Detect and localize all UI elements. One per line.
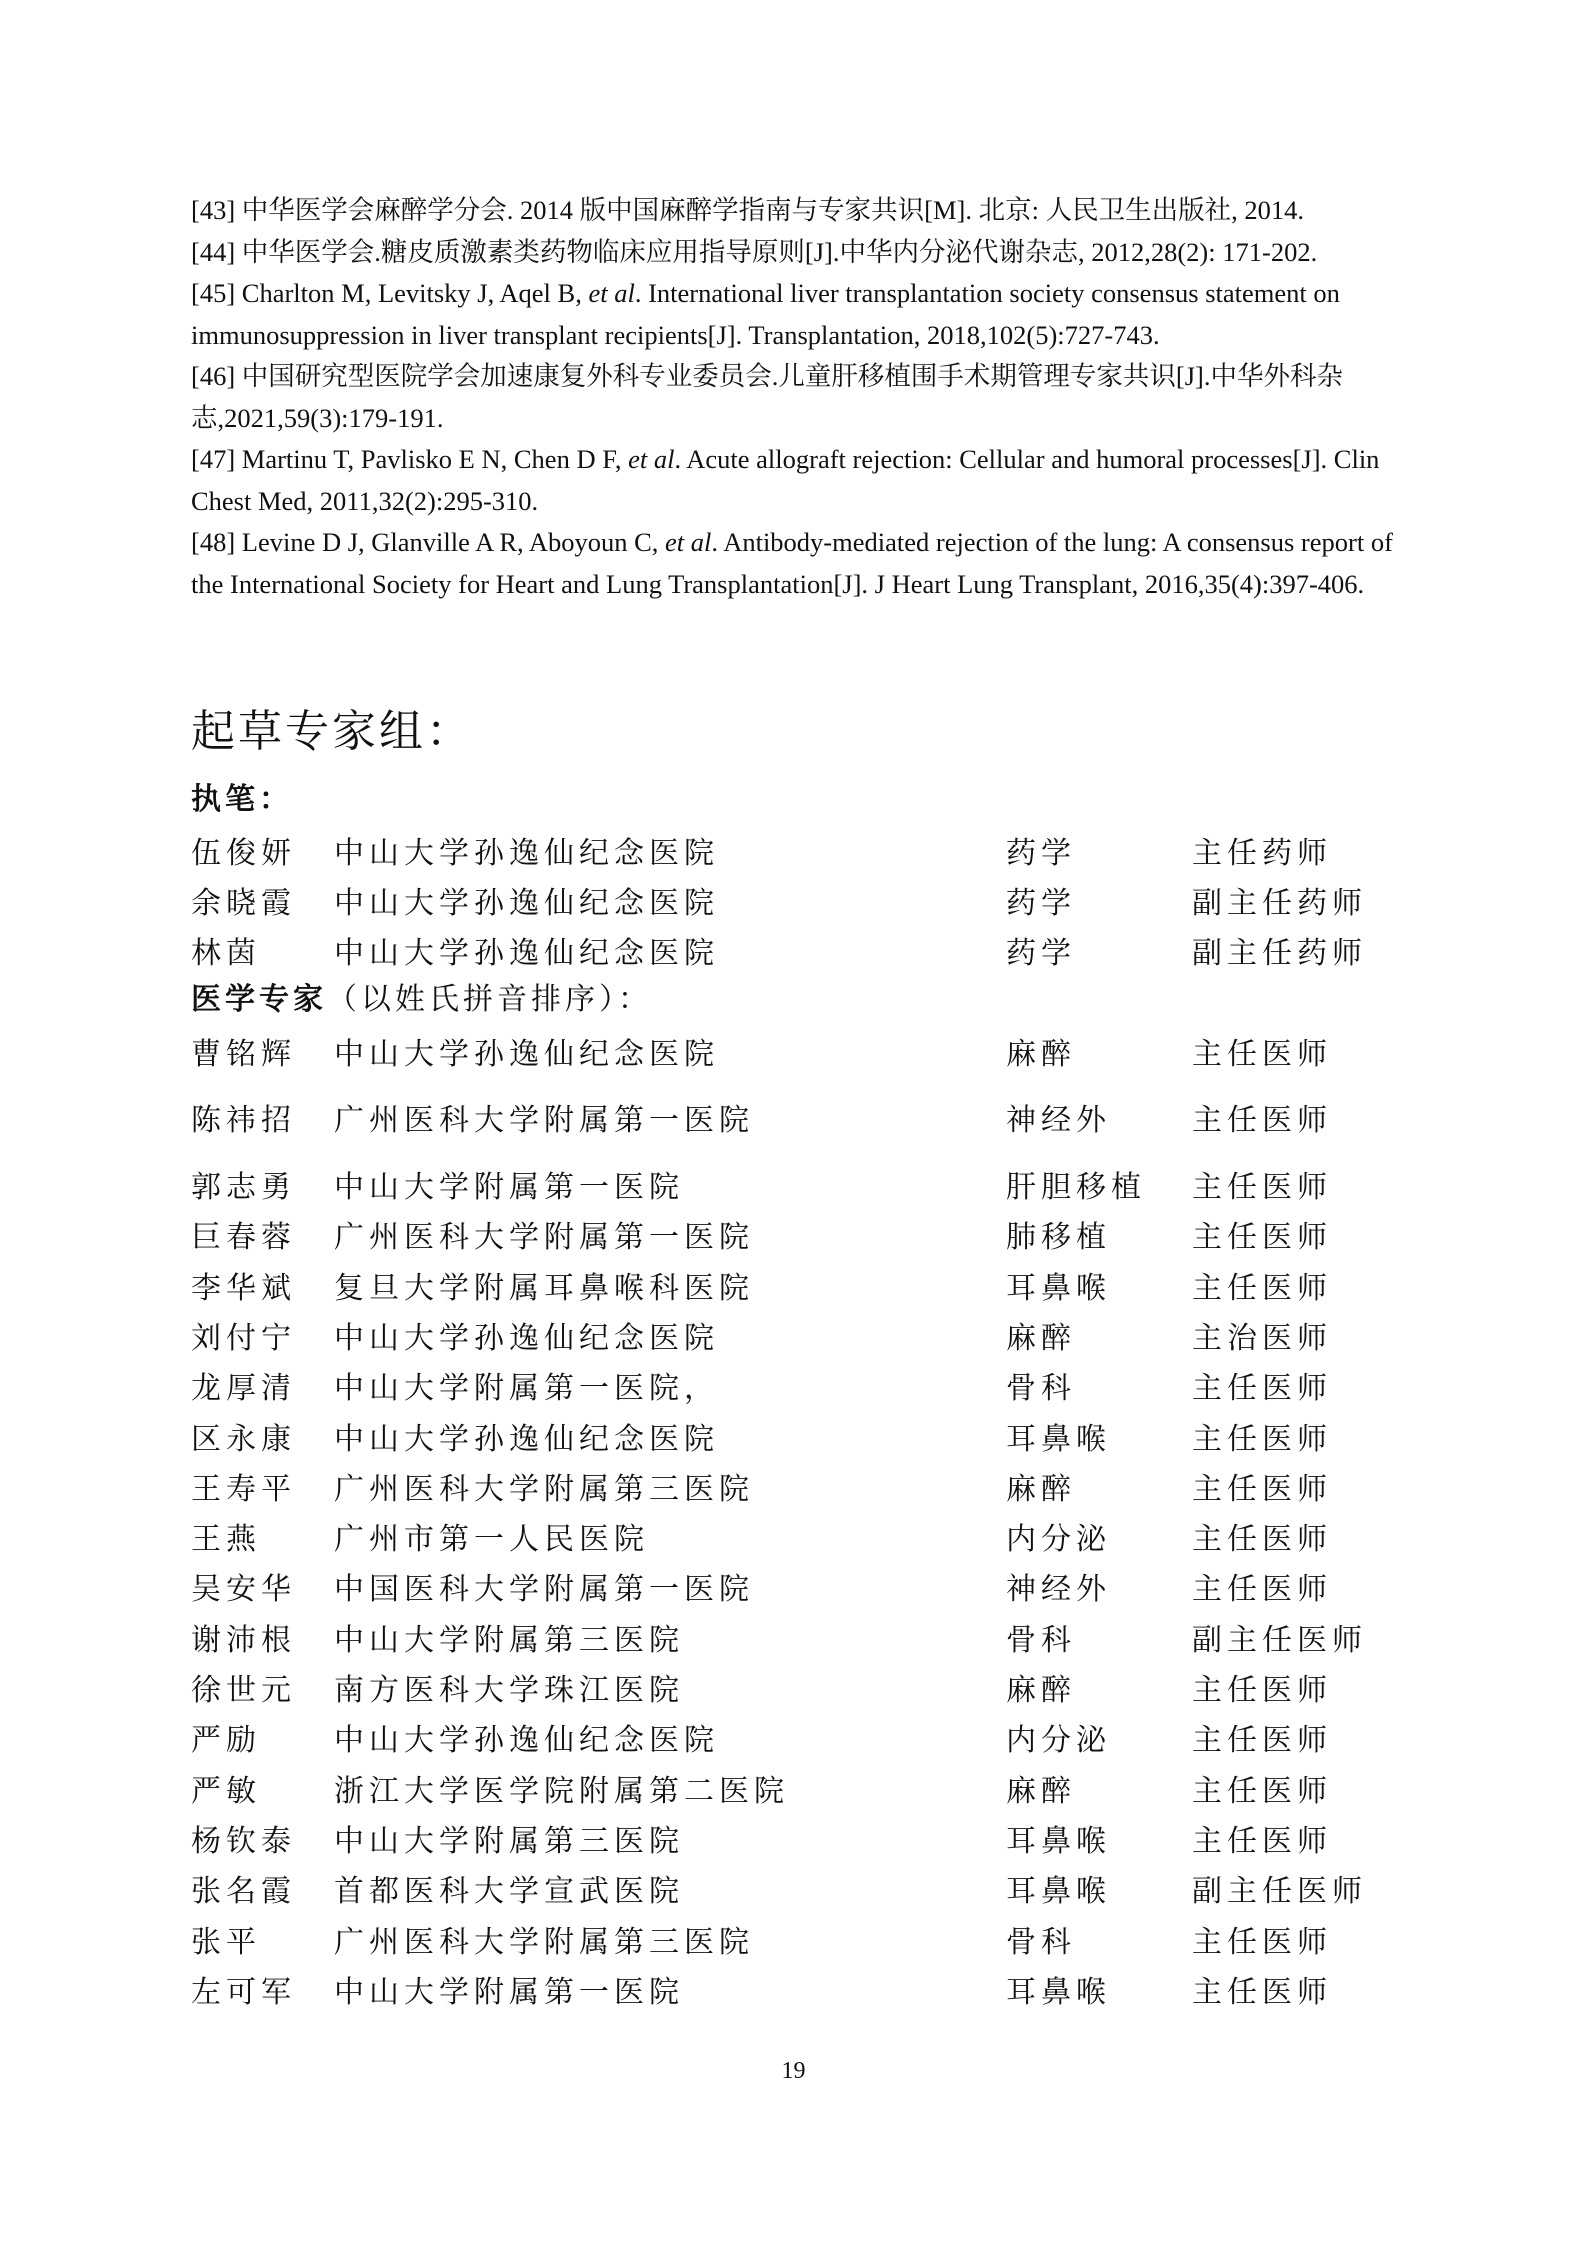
member-row: [0, 1518, 1587, 1562]
member-name: 谢沛根: [191, 1622, 296, 1658]
member-name: 陈祎招: [191, 1103, 296, 1138]
member-row: [0, 932, 1587, 976]
member-title: 副主任药师: [1192, 886, 1367, 921]
member-name: 伍俊妍: [191, 836, 296, 871]
member-name: 张名霞: [191, 1874, 296, 1910]
member-institution: 首都医科大学宣武医院: [334, 1874, 684, 1910]
member-department: 耳鼻喉: [1006, 1421, 1111, 1457]
member-row: [0, 1099, 1587, 1143]
member-title: 主任医师: [1192, 1421, 1332, 1457]
member-title: 主任医师: [1192, 1371, 1332, 1407]
member-row: [0, 1166, 1587, 1210]
member-title: 副主任医师: [1192, 1622, 1367, 1658]
member-name: 林茵: [191, 936, 261, 971]
member-institution: 中山大学孙逸仙纪念医院: [334, 836, 719, 871]
member-department: 耳鼻喉: [1006, 1823, 1111, 1859]
member-title: 主任医师: [1192, 1924, 1332, 1960]
member-row: [0, 1719, 1587, 1763]
member-row: [0, 1921, 1587, 1965]
member-title: 主任医师: [1192, 1471, 1332, 1507]
member-row: [0, 1870, 1587, 1914]
member-row: [0, 1317, 1587, 1361]
reference-item: [48] Levine D J, Glanville A R, Aboyoun C, et al. Antibody-mediated rejection of the lung: A consensus report of the International Society for Heart and Lung Transplantation[J]. J Heart Lung Transplant, 2016,35(4):397-406.: [191, 527, 1393, 599]
member-name: 王燕: [191, 1522, 261, 1558]
experts-label: 医学专家: [191, 982, 327, 1017]
member-name: 巨春蓉: [191, 1220, 296, 1256]
member-department: 神经外: [1006, 1103, 1111, 1138]
member-department: 神经外: [1006, 1572, 1111, 1608]
member-row: [0, 1619, 1587, 1663]
member-department: 麻醉: [1006, 1320, 1076, 1356]
member-row: [0, 1033, 1587, 1077]
member-row: [0, 1367, 1587, 1411]
experts-note: （以姓氏拼音排序）：: [327, 982, 652, 1017]
member-institution: 浙江大学医学院附属第二医院: [334, 1773, 789, 1809]
member-department: 骨科: [1006, 1924, 1076, 1960]
member-title: 主任医师: [1192, 1037, 1332, 1072]
member-institution: 中山大学孙逸仙纪念医院: [334, 886, 719, 921]
member-name: 刘付宁: [191, 1320, 296, 1356]
member-title: 主任医师: [1192, 1773, 1332, 1809]
member-row: [0, 1669, 1587, 1713]
member-name: 吴安华: [191, 1572, 296, 1608]
member-row: [0, 1770, 1587, 1814]
member-department: 内分泌: [1006, 1723, 1111, 1759]
member-title: 主任医师: [1192, 1220, 1332, 1256]
member-institution: 中山大学附属第三医院: [334, 1823, 684, 1859]
member-institution: 广州医科大学附属第一医院: [334, 1103, 754, 1138]
member-institution: 中山大学附属第一医院: [334, 1974, 684, 2010]
section-title: 起草专家组：: [191, 706, 473, 757]
member-title: 副主任药师: [1192, 936, 1367, 971]
member-title: 主任医师: [1192, 1522, 1332, 1558]
member-department: 麻醉: [1006, 1673, 1076, 1708]
member-row: [0, 1468, 1587, 1512]
member-institution: 广州市第一人民医院: [334, 1522, 649, 1558]
member-department: 麻醉: [1006, 1471, 1076, 1507]
member-department: 内分泌: [1006, 1522, 1111, 1558]
page-number: 19: [781, 2058, 806, 2084]
member-name: 曹铭辉: [191, 1037, 296, 1072]
member-title: 主任医师: [1192, 1103, 1332, 1138]
reference-item: [46] 中国研究型医院学会加速康复外科专业委员会.儿童肝移植围手术期管理专家共识[J].中华外科杂志,2021,59(3):179-191.: [191, 361, 1343, 433]
member-department: 耳鼻喉: [1006, 1270, 1111, 1306]
member-name: 郭志勇: [191, 1170, 296, 1205]
member-title: 主任医师: [1192, 1673, 1332, 1708]
reference-item: [45] Charlton M, Levitsky J, Aqel B, et al. International liver transplantation society consensus statement on immunosuppression in liver transplant recipients[J]. Transplantation, 2018,102(5):727-743.: [191, 278, 1340, 350]
member-title: 主任医师: [1192, 1974, 1332, 2010]
member-institution: 中山大学附属第三医院: [334, 1622, 684, 1658]
member-title: 主治医师: [1192, 1320, 1332, 1356]
member-department: 药学: [1006, 836, 1076, 871]
member-department: 骨科: [1006, 1371, 1076, 1407]
member-institution: 中山大学附属第一医院: [334, 1170, 684, 1205]
member-row: [0, 1568, 1587, 1612]
member-title: 主任药师: [1192, 836, 1332, 871]
member-name: 严励: [191, 1723, 261, 1759]
member-title: 主任医师: [1192, 1823, 1332, 1859]
reference-item: [44] 中华医学会.糖皮质激素类药物临床应用指导原则[J].中华内分泌代谢杂志, 2012,28(2): 171-202.: [191, 236, 1318, 267]
member-row: [0, 1418, 1587, 1462]
member-row: [0, 1216, 1587, 1260]
member-department: 耳鼻喉: [1006, 1874, 1111, 1910]
member-institution: 广州医科大学附属第三医院: [334, 1924, 754, 1960]
member-department: 耳鼻喉: [1006, 1974, 1111, 2010]
member-department: 骨科: [1006, 1622, 1076, 1658]
member-row: [0, 1971, 1587, 2015]
member-name: 余晓霞: [191, 886, 296, 921]
member-department: 肺移植: [1006, 1220, 1111, 1256]
member-institution: 中山大学附属第一医院，: [334, 1371, 719, 1407]
member-name: 徐世元: [191, 1673, 296, 1708]
member-department: 药学: [1006, 936, 1076, 971]
reference-item: [43] 中华医学会麻醉学分会. 2014 版中国麻醉学指南与专家共识[M]. 北京: 人民卫生出版社, 2014.: [191, 195, 1304, 225]
member-title: 主任医师: [1192, 1270, 1332, 1306]
member-name: 张平: [191, 1924, 261, 1960]
member-department: 药学: [1006, 886, 1076, 921]
writers-label: 执笔：: [191, 782, 293, 817]
member-institution: 中山大学孙逸仙纪念医院: [334, 936, 719, 971]
member-institution: 中国医科大学附属第一医院: [334, 1572, 754, 1608]
member-institution: 南方医科大学珠江医院: [334, 1673, 684, 1708]
reference-item: [47] Martinu T, Pavlisko E N, Chen D F, et al. Acute allograft rejection: Cellular and humoral processes[J]. Clin Chest Med, 2011,32(2):295-310.: [191, 444, 1380, 516]
member-row: [0, 1820, 1587, 1864]
member-title: 主任医师: [1192, 1572, 1332, 1608]
member-institution: 广州医科大学附属第三医院: [334, 1471, 754, 1507]
member-name: 龙厚清: [191, 1371, 296, 1407]
member-name: 左可军: [191, 1974, 296, 2010]
member-title: 主任医师: [1192, 1723, 1332, 1759]
member-institution: 中山大学孙逸仙纪念医院: [334, 1037, 719, 1072]
member-row: [0, 1267, 1587, 1311]
member-institution: 广州医科大学附属第一医院: [334, 1220, 754, 1256]
member-name: 杨钦泰: [191, 1823, 296, 1859]
member-institution: 中山大学孙逸仙纪念医院: [334, 1421, 719, 1457]
member-name: 区永康: [191, 1421, 296, 1457]
member-row: [0, 832, 1587, 876]
member-row: [0, 882, 1587, 926]
experts-heading: [191, 980, 652, 1020]
member-title: 主任医师: [1192, 1170, 1332, 1205]
member-department: 肝胆移植: [1006, 1170, 1146, 1205]
member-name: 严敏: [191, 1773, 261, 1809]
member-name: 王寿平: [191, 1471, 296, 1507]
member-institution: 中山大学孙逸仙纪念医院: [334, 1723, 719, 1759]
member-department: 麻醉: [1006, 1773, 1076, 1809]
member-institution: 复旦大学附属耳鼻喉科医院: [334, 1270, 754, 1306]
member-department: 麻醉: [1006, 1037, 1076, 1072]
member-title: 副主任医师: [1192, 1874, 1367, 1910]
member-institution: 中山大学孙逸仙纪念医院: [334, 1320, 719, 1356]
member-name: 李华斌: [191, 1270, 296, 1306]
reference-list: [191, 190, 1421, 605]
